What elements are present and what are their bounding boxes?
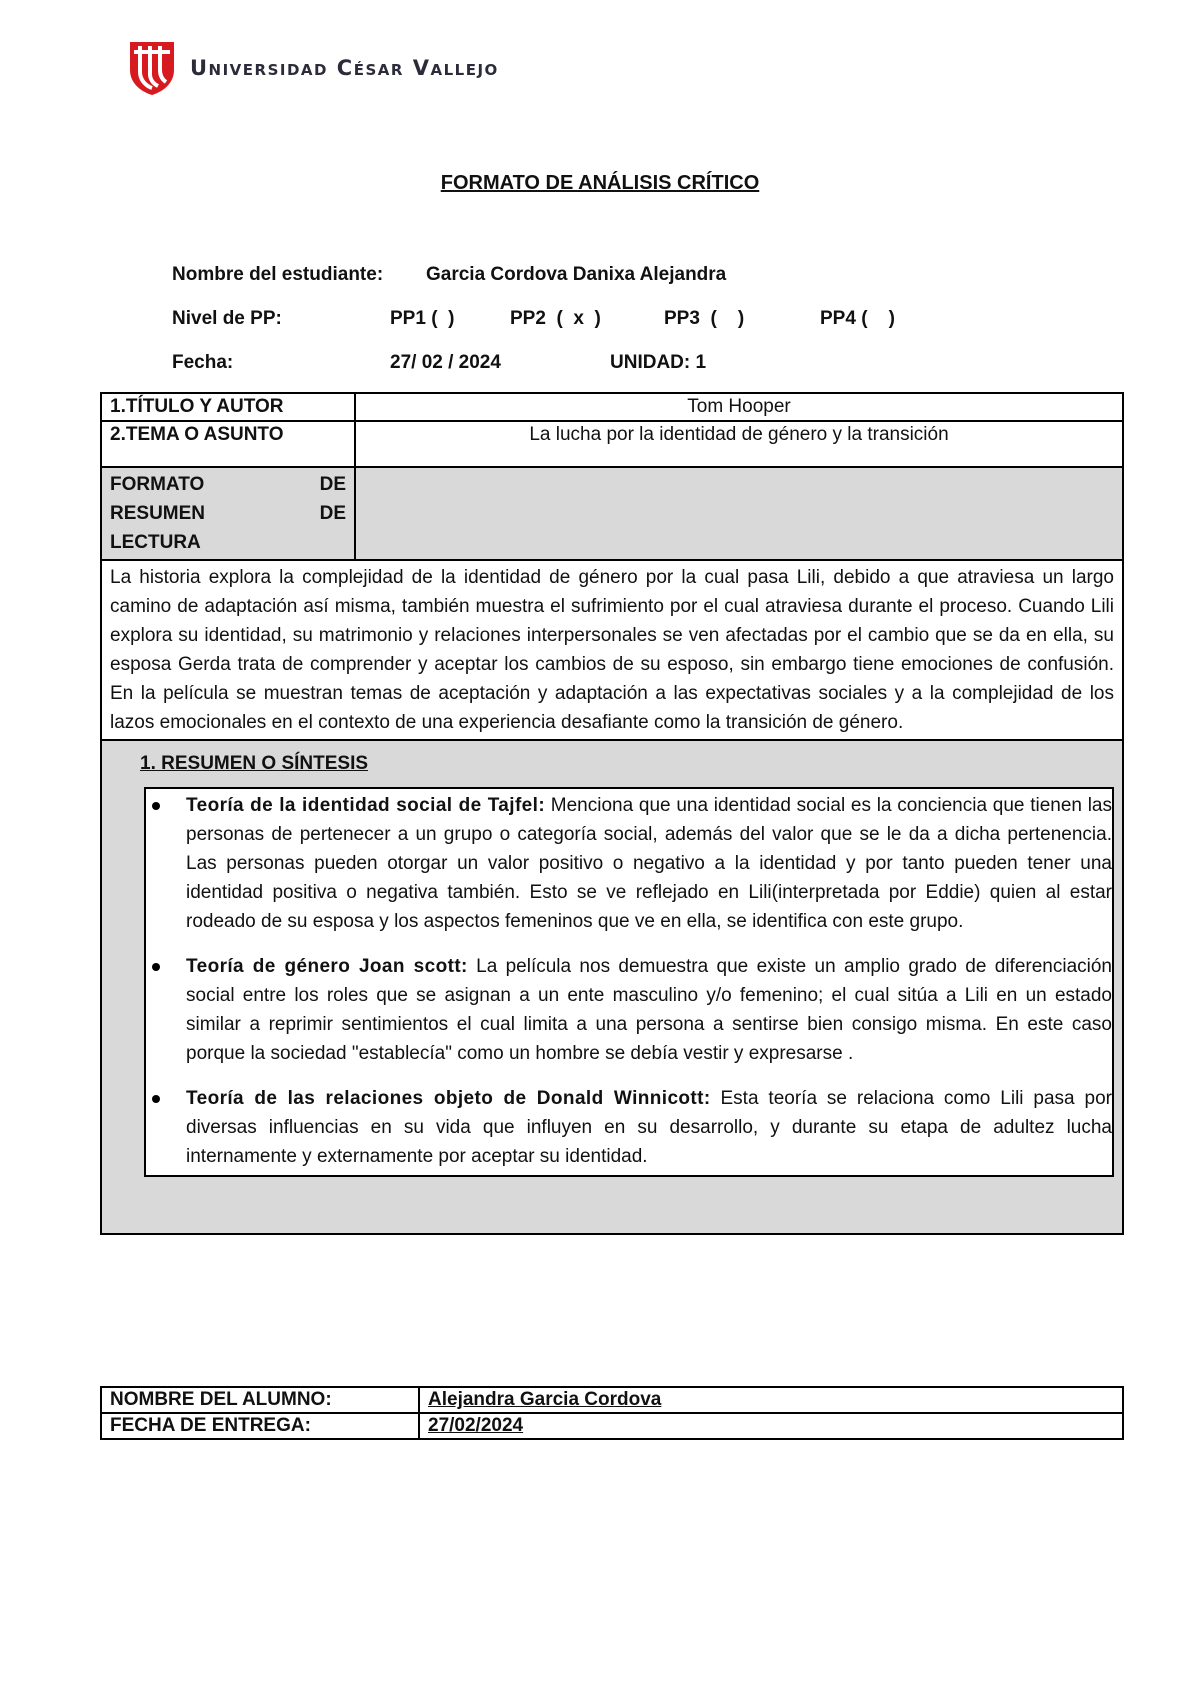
level-label: Nivel de PP:	[172, 308, 282, 329]
date-value: 27/ 02 / 2024	[390, 352, 501, 373]
format-label-line-3: LECTURA	[110, 532, 201, 553]
delivery-date-value: 27/02/2024	[419, 1413, 1123, 1439]
topic-label: 2.TEMA O ASUNTO	[101, 421, 355, 467]
ucv-shield-icon	[128, 40, 176, 96]
analysis-table	[100, 392, 1124, 1235]
title-row	[101, 393, 1123, 421]
footer-name-row	[101, 1387, 1123, 1413]
theory-text: Esta teoría se relaciona como Lili pasa por diversas influencias en su vida que influyen en su desarrollo, y durante su etapa de adultez lucha internamente y externamente por aceptar su identidad.	[186, 1088, 1112, 1167]
delivery-date-label: FECHA DE ENTREGA:	[101, 1413, 419, 1439]
synthesis-row	[101, 740, 1123, 1234]
theory-text: La película nos demuestra que existe un amplio grado de diferenciación social entre los roles que se asignan a un ente masculino y/o femenino; el cual sitúa a Lili en un estado similar a reprimir sentimientos el cual limita a una persona a sentirse bien consigo misma. En este caso porque la sociedad "establecía" como un hombre se debía vestir y expresarse .	[186, 956, 1112, 1064]
student-name: Garcia Cordova Danixa Alejandra	[426, 264, 727, 285]
format-value-empty	[355, 467, 1123, 560]
format-label-line-1: FORMATO DE	[110, 474, 346, 495]
student-label: Nombre del estudiante:	[172, 264, 384, 285]
title-author-label: 1.TÍTULO Y AUTOR	[101, 393, 355, 421]
theory-text: Menciona que una identidad social es la conciencia que tienen las personas de pertenecer a un grupo o categoría social, además del valor que se le da a dicha pertenencia. Las personas pueden otorgar un valor positivo o negativo a la identidad y por tanto pueden tener una identidad positiva o negativa también. Esto se ve reflejado en Lili(interpretada por Eddie) quien al estar rodeado de su esposa y los aspectos femeninos que ve en ella, se identifica con este grupo.	[186, 795, 1112, 932]
student-footer-table	[100, 1386, 1124, 1440]
synthesis-heading: 1. RESUMEN O SÍNTESIS	[140, 753, 369, 774]
footer-date-row	[101, 1413, 1123, 1439]
theory-name: Teoría de la identidad social de Tajfel:	[186, 795, 546, 816]
student-name-label: NOMBRE DEL ALUMNO:	[101, 1387, 419, 1413]
format-label-line-2: RESUMEN DE	[110, 503, 346, 524]
pp1-option: PP1 ( )	[390, 308, 455, 329]
summary-row	[101, 560, 1123, 740]
synthesis-cell	[101, 740, 1123, 1234]
student-name-value: Alejandra Garcia Cordova	[419, 1387, 1123, 1413]
topic-row	[101, 421, 1123, 467]
unit-label: UNIDAD: 1	[610, 352, 707, 373]
pp3-option: PP3 ( )	[664, 308, 745, 329]
theories-box	[144, 787, 1114, 1177]
topic-value: La lucha por la identidad de género y la transición	[355, 421, 1123, 467]
date-label: Fecha:	[172, 352, 234, 373]
pp4-option: PP4 ( )	[820, 308, 895, 329]
logo-text: Universidad César Vallejo	[190, 56, 499, 80]
theory-item	[146, 791, 1112, 936]
document-title: FORMATO DE ANÁLISIS CRÍTICO	[440, 172, 760, 194]
bullet-icon	[152, 963, 160, 971]
theory-item	[146, 952, 1112, 1068]
title-author-value: Tom Hooper	[355, 393, 1123, 421]
theory-item	[146, 1084, 1112, 1171]
format-label	[101, 467, 355, 560]
university-logo	[128, 40, 499, 96]
bullet-icon	[152, 1095, 160, 1103]
theory-name: Teoría de género Joan scott:	[186, 956, 468, 977]
theory-name: Teoría de las relaciones objeto de Donald Winnicott:	[186, 1088, 711, 1109]
summary-text: La historia explora la complejidad de la identidad de género por la cual pasa Lili, debido a que atraviesa un largo camino de adaptación así misma, también muestra el sufrimiento por el cual atraviesa durante el proceso. Cuando Lili explora su identidad, su matrimonio y relaciones interpersonales se ven afectadas por el cambio que se da en ella, su esposa Gerda trata de comprender y aceptar los cambios de su esposo, sin embargo tiene emociones de confusión. En la película se muestran temas de aceptación y adaptación a las expectativas sociales y a la complejidad de los lazos emocionales en el contexto de una experiencia desafiante como la transición de género.	[101, 560, 1123, 740]
bullet-icon	[152, 802, 160, 810]
format-row	[101, 467, 1123, 560]
pp2-option: PP2 ( x )	[510, 308, 601, 329]
